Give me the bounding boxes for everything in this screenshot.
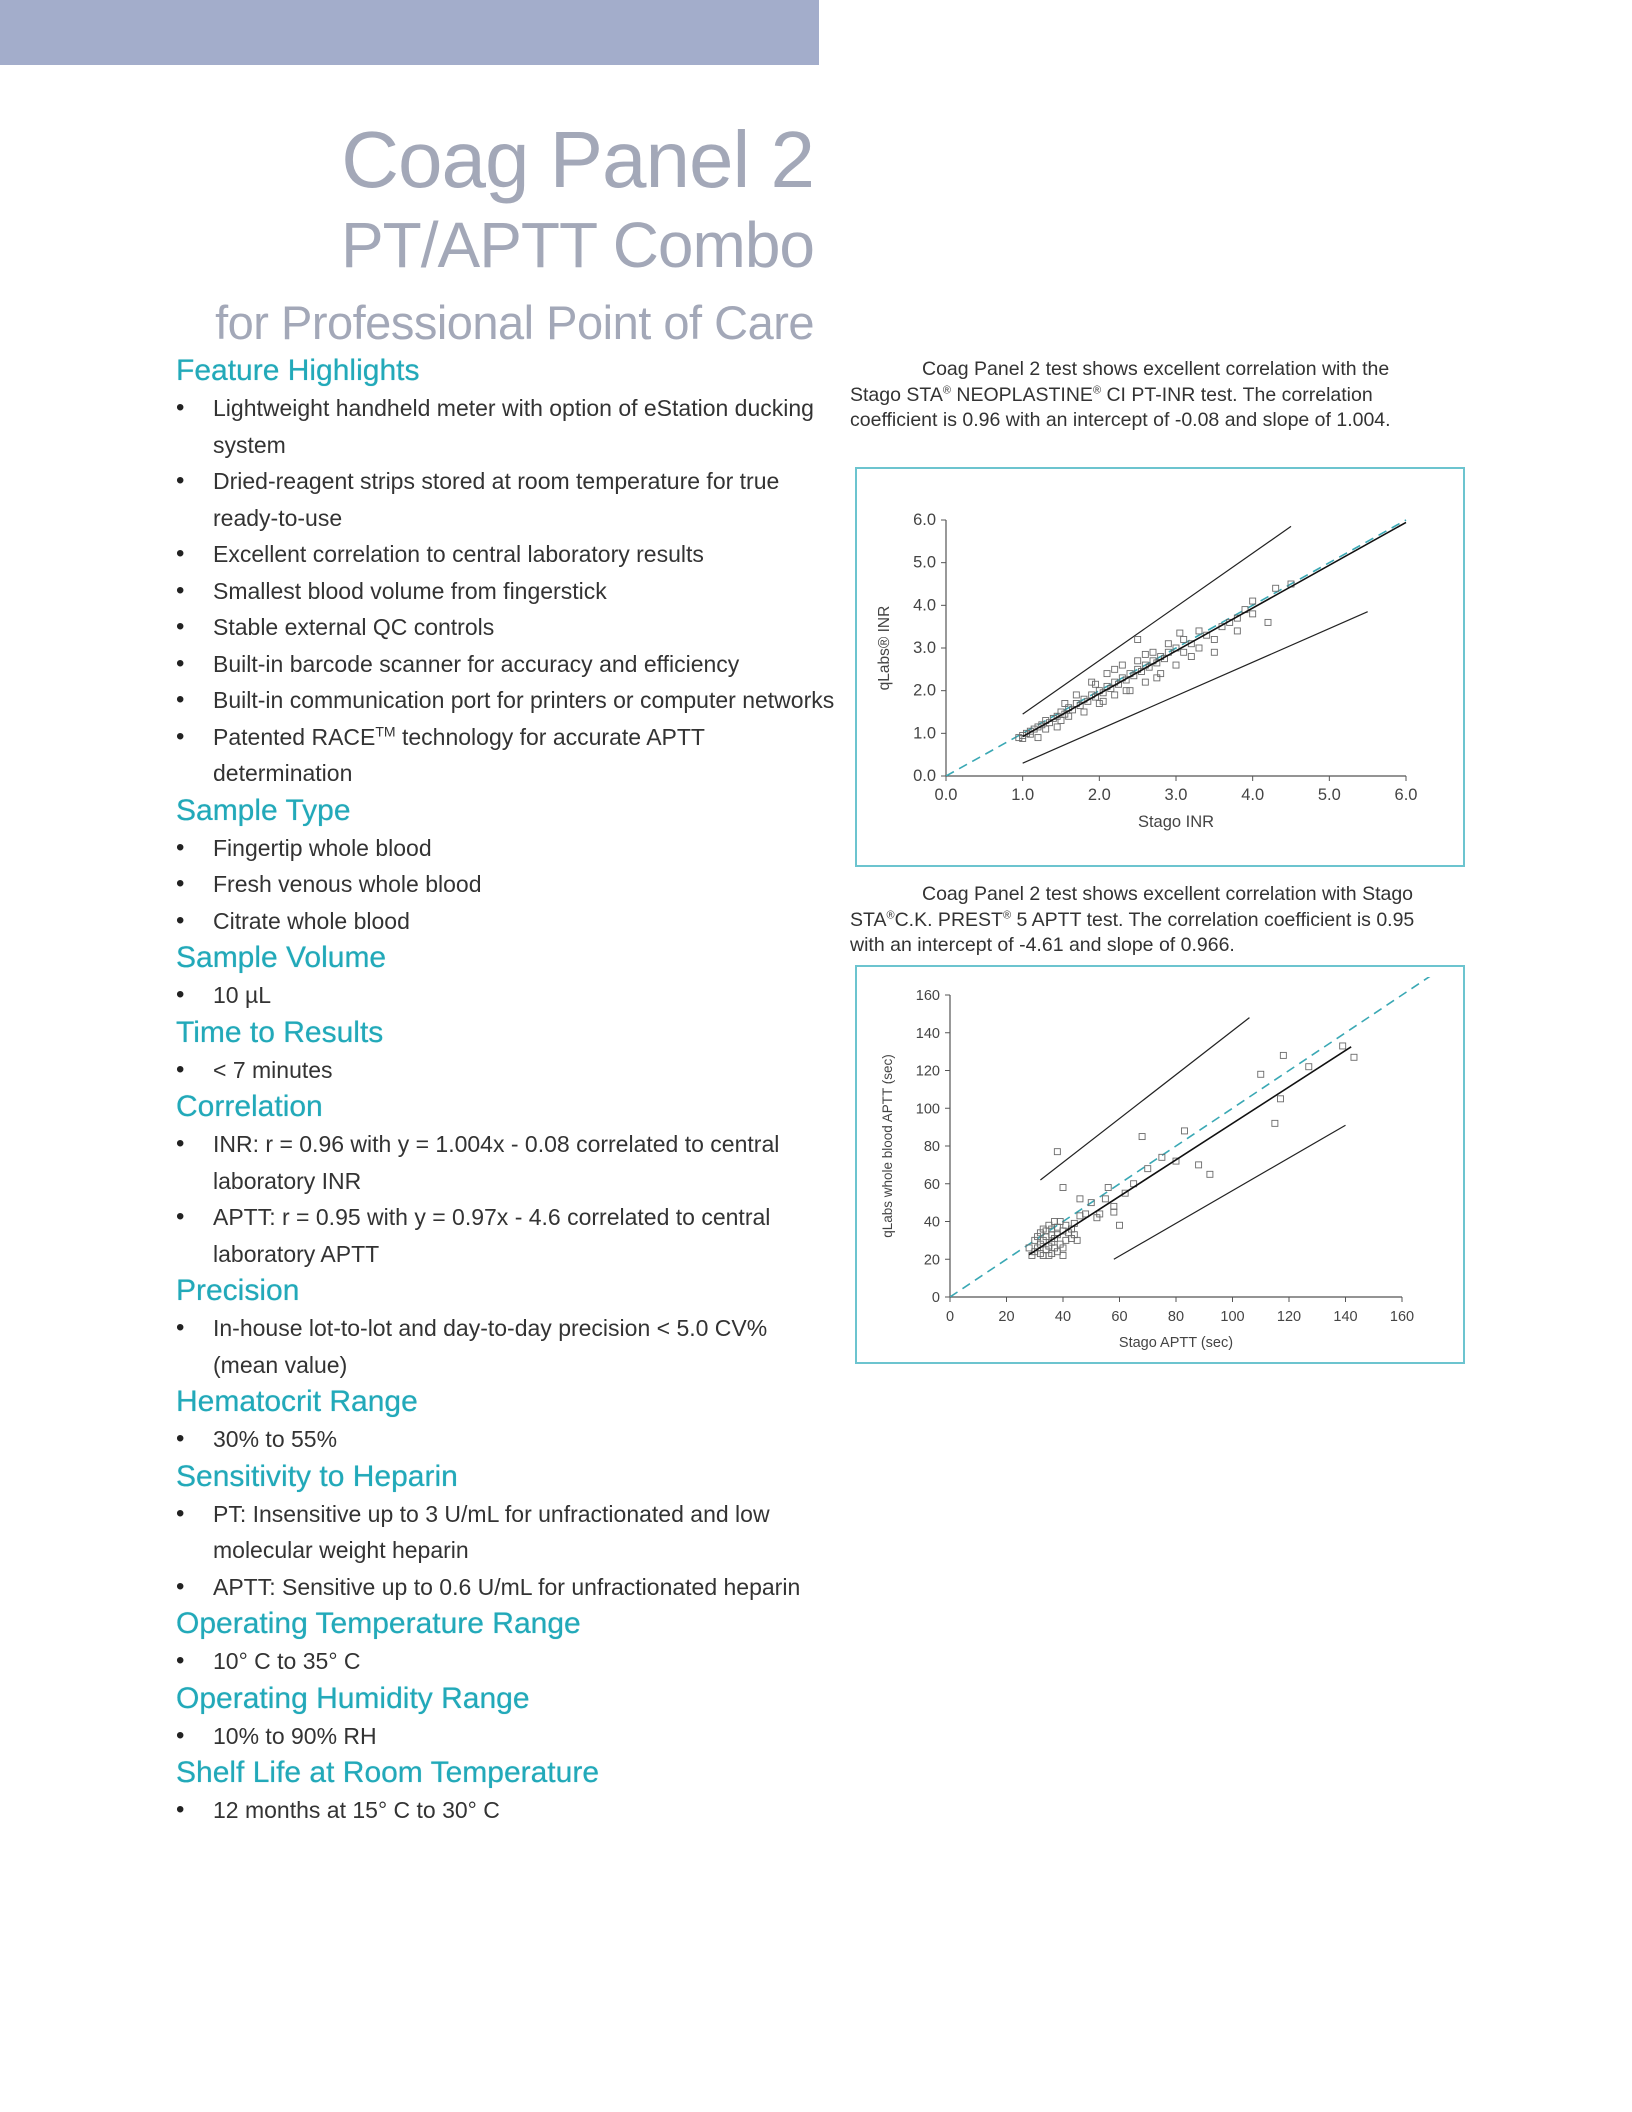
- title-block: [215, 112, 814, 358]
- hematocrit-heading: Hematocrit Range: [176, 1385, 418, 1418]
- data-point: [1173, 662, 1179, 668]
- registered-mark: ®: [886, 909, 895, 921]
- upper-limit-line: [1023, 526, 1291, 714]
- data-point: [1058, 718, 1064, 724]
- shelf-life-heading: Shelf Life at Room Temperature: [176, 1756, 600, 1789]
- sample-volume-list: [176, 977, 836, 1014]
- list-item: • Dried-reagent strips stored at room temperature for true ready-to-use: [176, 463, 836, 536]
- data-point: [1306, 1064, 1312, 1070]
- temperature-list: [176, 1643, 836, 1680]
- list-item: • In-house lot-to-lot and day-to-day precision < 5.0 CV% (mean value): [176, 1310, 836, 1383]
- y-tick-label: 160: [915, 988, 940, 1004]
- data-point: [1089, 679, 1095, 685]
- caption-line: [850, 908, 1460, 934]
- x-tick-label: 6.0: [1394, 786, 1418, 804]
- humidity-list: [176, 1718, 836, 1755]
- x-tick-label: 2.0: [1087, 786, 1111, 804]
- x-tick-label: 5.0: [1317, 786, 1341, 804]
- x-tick-label: 60: [1111, 1309, 1128, 1325]
- x-tick-label: 0.0: [934, 786, 958, 804]
- data-point: [1139, 1134, 1145, 1140]
- caption-text: C.K. PREST: [894, 908, 1003, 931]
- temperature-heading: Operating Temperature Range: [176, 1607, 581, 1640]
- data-point: [1278, 1096, 1284, 1102]
- data-point: [1273, 585, 1279, 591]
- hematocrit-list: [176, 1421, 836, 1458]
- list-item: • Built-in barcode scanner for accuracy and efficiency: [176, 646, 836, 683]
- list-item: • 30% to 55%: [176, 1421, 836, 1458]
- data-point: [1077, 1196, 1083, 1202]
- data-point: [1117, 1222, 1123, 1228]
- list-item: • Citrate whole blood: [176, 903, 836, 940]
- data-point: [1063, 1237, 1069, 1243]
- data-point: [1150, 649, 1156, 655]
- data-point: [1196, 628, 1202, 634]
- y-tick-label: 80: [923, 1139, 940, 1155]
- sample-volume-heading: Sample Volume: [176, 941, 387, 974]
- data-point: [1265, 619, 1271, 625]
- data-point: [1207, 1171, 1213, 1177]
- x-tick-label: 100: [1220, 1309, 1245, 1325]
- y-tick-label: 0.0: [913, 767, 936, 785]
- inr-scatter-chart: [857, 469, 1463, 865]
- data-point: [1177, 630, 1183, 636]
- x-tick-label: 1.0: [1011, 786, 1035, 804]
- y-tick-label: 20: [923, 1252, 940, 1269]
- list-item: • Fresh venous whole blood: [176, 866, 836, 903]
- y-tick-label: 100: [915, 1101, 940, 1118]
- aptt-caption: [850, 882, 1460, 959]
- data-point: [1181, 649, 1187, 655]
- data-point: [1196, 645, 1202, 651]
- identity-line: [946, 520, 1406, 776]
- registered-mark: ®: [942, 384, 951, 396]
- caption-text: STA: [850, 908, 887, 931]
- heparin-heading: Sensitivity to Heparin: [176, 1459, 458, 1493]
- data-point: [1074, 1237, 1080, 1243]
- lower-limit-line: [1114, 1125, 1346, 1259]
- identity-line: [950, 976, 1430, 1297]
- data-point: [1060, 1185, 1066, 1191]
- registered-mark: ®: [1092, 384, 1102, 396]
- race-text: Patented RACE: [213, 723, 376, 750]
- data-point: [1272, 1120, 1278, 1126]
- caption-text: 5 APTT test. The correlation coefficient is 0.95: [1011, 908, 1415, 931]
- registered-mark: ®: [1002, 909, 1012, 921]
- sample-type-heading: Sample Type: [176, 793, 351, 827]
- trademark-mark: TM: [375, 722, 396, 739]
- regression-line: [1023, 522, 1406, 736]
- data-point: [1135, 658, 1141, 664]
- precision-list: [176, 1310, 836, 1383]
- data-point: [1142, 679, 1148, 685]
- data-point: [1351, 1054, 1357, 1060]
- x-tick-label: 0: [945, 1309, 955, 1325]
- data-point: [1111, 1209, 1117, 1215]
- data-point: [1142, 651, 1148, 657]
- caption-line: Coag Panel 2 test shows excellent correlation with the: [922, 358, 1390, 380]
- time-to-results-heading: Time to Results: [176, 1015, 384, 1049]
- humidity-heading: Operating Humidity Range: [176, 1681, 530, 1715]
- data-point: [1104, 671, 1110, 677]
- data-point: [1145, 1166, 1151, 1172]
- list-item: • Excellent correlation to central laboratory results: [176, 536, 836, 573]
- page-title: Coag Panel 2: [341, 115, 814, 204]
- x-tick-label: 160: [1389, 1309, 1415, 1325]
- aptt-chart-frame: [855, 965, 1465, 1364]
- time-to-results-list: [176, 1052, 836, 1089]
- data-point: [1135, 636, 1141, 642]
- sample-type-list: [176, 830, 836, 940]
- data-point: [1181, 1128, 1187, 1134]
- race-text-rest: technology for accurate APTT determination: [213, 723, 705, 786]
- list-item: • Lightweight handheld meter with option of eStation ducking system: [176, 390, 836, 463]
- list-item: • APTT: Sensitive up to 0.6 U/mL for unfractionated heparin: [176, 1569, 836, 1606]
- x-tick-label: 120: [1276, 1309, 1302, 1325]
- data-point: [1188, 654, 1194, 660]
- page-subtitle: PT/APTT Combo: [340, 209, 814, 281]
- caption-line: [850, 383, 1460, 409]
- y-tick-label: 1.0: [913, 724, 936, 743]
- data-point: [1052, 1219, 1058, 1225]
- data-point: [1073, 692, 1079, 698]
- inr-caption: [850, 357, 1460, 434]
- data-point: [1100, 698, 1106, 704]
- list-item: • Fingertip whole blood: [176, 830, 836, 867]
- data-point: [1111, 1203, 1117, 1209]
- aptt-scatter-chart: [857, 967, 1463, 1362]
- data-point: [1077, 1213, 1083, 1219]
- data-point: [1096, 700, 1102, 706]
- data-point: [1060, 1252, 1066, 1258]
- list-item: • APTT: r = 0.95 with y = 0.97x - 4.6 correlated to central laboratory APTT: [176, 1199, 836, 1272]
- spec-column: [176, 352, 836, 1829]
- data-point: [1054, 724, 1060, 730]
- y-axis-label: qLabs whole blood APTT (sec): [880, 1054, 895, 1238]
- correlation-list: [176, 1126, 836, 1272]
- y-axis-label: qLabs® INR: [876, 605, 893, 691]
- correlation-heading: Correlation: [176, 1090, 323, 1123]
- y-tick-label: 60: [923, 1176, 940, 1193]
- list-item: [176, 719, 836, 792]
- precision-heading: Precision: [176, 1274, 300, 1307]
- x-axis-label: Stago APTT (sec): [1118, 1335, 1234, 1351]
- caption-text: NEOPLASTINE: [950, 383, 1093, 406]
- data-point: [1102, 1196, 1108, 1202]
- y-tick-label: 2.0: [913, 681, 936, 700]
- lower-limit-line: [1023, 612, 1368, 763]
- page-tagline: for Professional Point of Care: [215, 296, 814, 349]
- data-point: [1093, 681, 1099, 687]
- y-tick-label: 5.0: [913, 553, 936, 572]
- data-point: [1234, 628, 1240, 634]
- list-item: • 10 µL: [176, 977, 836, 1014]
- data-point: [1119, 662, 1125, 668]
- data-point: [1159, 1154, 1165, 1160]
- x-tick-label: 140: [1333, 1309, 1358, 1325]
- data-point: [1211, 636, 1217, 642]
- caption-line: coefficient is 0.96 with an intercept of -0.08 and slope of 1.004.: [850, 409, 1391, 431]
- caption-line: with an intercept of -4.61 and slope of 0.966.: [850, 934, 1235, 956]
- data-point: [1112, 692, 1118, 698]
- y-tick-label: 120: [915, 1063, 940, 1080]
- data-point: [1043, 726, 1049, 732]
- data-point: [1054, 1149, 1060, 1155]
- data-point: [1105, 1185, 1111, 1191]
- list-item: • 10% to 90% RH: [176, 1718, 836, 1755]
- data-point: [1112, 666, 1118, 672]
- caption-text: CI PT-INR test. The correlation: [1101, 383, 1373, 406]
- y-tick-label: 0: [931, 1290, 940, 1306]
- heparin-list: [176, 1496, 836, 1606]
- data-point: [1258, 1071, 1264, 1077]
- list-item: • < 7 minutes: [176, 1052, 836, 1089]
- list-item: • 12 months at 15° C to 30° C: [176, 1792, 836, 1829]
- data-point: [1063, 1222, 1069, 1228]
- data-point: [1340, 1043, 1346, 1049]
- data-point: [1158, 671, 1164, 677]
- features-heading: Feature Highlights: [176, 354, 420, 387]
- list-item: • PT: Insensitive up to 3 U/mL for unfractionated and low molecular weight heparin: [176, 1496, 836, 1569]
- data-point: [1066, 713, 1072, 719]
- caption-text: Stago STA: [850, 383, 943, 406]
- data-point: [1181, 636, 1187, 642]
- y-tick-label: 3.0: [913, 639, 936, 657]
- list-item: • Built-in communication port for printers or computer networks: [176, 682, 836, 719]
- data-point: [1123, 688, 1129, 694]
- data-point: [1062, 700, 1068, 706]
- caption-line: Coag Panel 2 test shows excellent correlation with Stago: [922, 883, 1414, 905]
- y-tick-label: 40: [923, 1214, 940, 1231]
- list-item: • Stable external QC controls: [176, 609, 836, 646]
- data-point: [1154, 675, 1160, 681]
- list-item: • Smallest blood volume from fingerstick: [176, 573, 836, 610]
- features-list: [176, 390, 836, 792]
- upper-limit-line: [1040, 1018, 1249, 1180]
- x-tick-label: 4.0: [1241, 786, 1265, 804]
- y-tick-label: 6.0: [913, 511, 936, 529]
- top-banner: [0, 0, 819, 65]
- x-tick-label: 3.0: [1164, 786, 1188, 804]
- y-tick-label: 4.0: [913, 596, 936, 615]
- data-point: [1035, 735, 1041, 741]
- data-point: [1211, 649, 1217, 655]
- list-item: • INR: r = 0.96 with y = 1.004x - 0.08 correlated to central laboratory INR: [176, 1126, 836, 1199]
- x-axis-label: Stago INR: [1137, 813, 1215, 831]
- data-point: [1250, 611, 1256, 617]
- data-point: [1165, 641, 1171, 647]
- inr-chart-frame: [855, 467, 1465, 867]
- data-point: [1196, 1162, 1202, 1168]
- list-item: • 10° C to 35° C: [176, 1643, 836, 1680]
- shelf-life-list: [176, 1792, 836, 1829]
- data-point: [1081, 709, 1087, 715]
- y-tick-label: 140: [915, 1025, 940, 1042]
- x-tick-label: 80: [1167, 1309, 1185, 1325]
- data-point: [1127, 688, 1133, 694]
- data-point: [1250, 598, 1256, 604]
- x-tick-label: 20: [998, 1309, 1015, 1325]
- data-point: [1280, 1052, 1286, 1058]
- x-tick-label: 40: [1054, 1309, 1072, 1325]
